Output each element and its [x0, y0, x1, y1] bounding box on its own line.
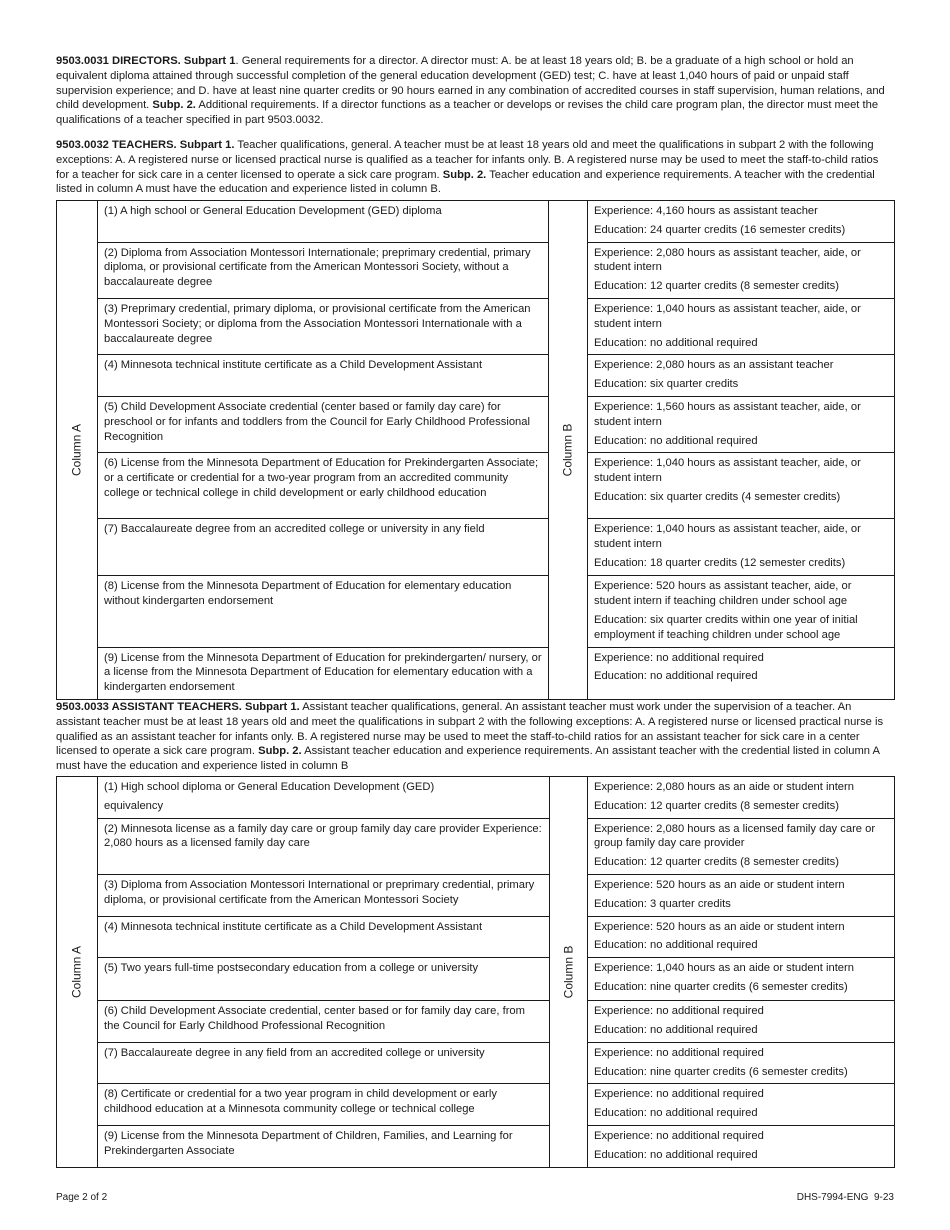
- assistant-education-text: Education: nine quarter credits (6 semester credits): [594, 980, 848, 993]
- teacher-credential-cell: [98, 355, 549, 397]
- assistant-education-text: Education: no additional required: [594, 939, 758, 952]
- assistant-row: [57, 958, 895, 1001]
- teacher-credential-text: (6) License from the Minnesota Department of Education for Prekindergarten Associate; or a certificate or credential for a two-year program from an accredited community college or technical college in child development or early childhood education: [104, 457, 539, 499]
- assistant-credential-cell: [98, 1084, 550, 1126]
- teacher-requirements-cell: [588, 396, 895, 452]
- assistant-experience-text: Experience: no additional required: [594, 1005, 764, 1018]
- teacher-requirements-cell: [588, 647, 895, 699]
- assistant-row: [57, 874, 895, 916]
- assistant-row: [57, 1125, 895, 1167]
- assistant-requirements-cell: [588, 874, 895, 916]
- teacher-row: [57, 201, 895, 243]
- teacher-education-text: Education: 24 quarter credits (16 semester credits): [594, 223, 846, 236]
- teacher-credential-cell: [98, 576, 549, 647]
- assistant-education-text: Education: 12 quarter credits (8 semester credits): [594, 799, 839, 812]
- teacher-experience-text: Experience: 1,040 hours as assistant teacher, aide, or student intern: [594, 302, 861, 330]
- teachers-subp2-label: Subp. 2.: [442, 168, 487, 181]
- teachers-subp2-text: Teacher education and experience requirements. A teacher with the credential listed in column A must have the education and experience listed in column B.: [56, 168, 875, 196]
- teacher-credential-cell: [98, 242, 549, 298]
- assistant-row: [57, 1001, 895, 1043]
- assistant-teachers-subp2-text: Assistant teacher education and experience requirements. An assistant teacher with the credential listed in column A must have the education and experience listed in column B: [56, 745, 880, 773]
- assistant-credential-text: (7) Baccalaureate degree in any field from an accredited college or university: [104, 1046, 485, 1059]
- assistant-teachers-paragraph: [56, 700, 894, 774]
- teacher-education-text: Education: no additional required: [594, 434, 758, 447]
- teacher-credential-text: (5) Child Development Associate credential (center based or family day care) for preschool or for infants and toddlers from the Council for Early Childhood Professional Recognition: [104, 400, 530, 443]
- teacher-row: [57, 453, 895, 519]
- assistant-column-b-label: Column B: [561, 945, 576, 999]
- teacher-experience-text: Experience: 1,560 hours as assistant teacher, aide, or student intern: [594, 400, 861, 428]
- teacher-row: [57, 298, 895, 354]
- teacher-credential-cell: [98, 647, 549, 699]
- assistant-experience-text: Experience: 2,080 hours as a licensed family day care or group family day care provider: [594, 822, 876, 850]
- teacher-column-a-header: [57, 201, 98, 700]
- assistant-requirements-cell: [588, 1001, 895, 1043]
- teacher-requirements-cell: [588, 576, 895, 647]
- teacher-education-text: Education: six quarter credits within one year of initial employment if teaching children under school age: [594, 613, 858, 641]
- teacher-education-text: Education: six quarter credits (4 semester credits): [594, 490, 841, 503]
- assistant-credential-text: (1) High school diploma or General Education Development (GED): [104, 781, 435, 793]
- teachers-text: Teacher qualifications, general. A teacher must be at least 18 years old and meet the qualifications in subpart 2 with the following exceptions: A. A registered nurse or licensed practical nurse is qualified as a teacher for infants only. B. A registered nurse may be used to meet the staff-to-child ratios for a teacher for sick care in a center licensed to operate a sick care program.: [56, 139, 879, 181]
- teacher-requirements-cell: [588, 298, 895, 354]
- assistant-experience-text: Experience: 520 hours as an aide or student intern: [594, 878, 845, 891]
- teacher-experience-text: Experience: 2,080 hours as an assistant teacher: [594, 359, 834, 372]
- assistant-credential-text-continued: equivalency: [104, 799, 164, 812]
- assistant-column-a-header: [57, 777, 98, 1168]
- teacher-credential-text: (4) Minnesota technical institute certificate as a Child Development Assistant: [104, 359, 483, 372]
- teachers-heading: 9503.0032 TEACHERS. Subpart 1.: [56, 139, 235, 151]
- assistant-credential-cell: [98, 1001, 550, 1043]
- assistant-teachers-subp2-label: Subp. 2.: [258, 745, 302, 758]
- teacher-credential-text: (2) Diploma from Association Montessori Internationale; preprimary credential, primary diploma, or provisional certificate from the American Montessori Society, without a baccalaureate degree: [104, 246, 531, 289]
- assistant-experience-text: Experience: no additional required: [594, 1046, 764, 1059]
- assistant-credential-cell: [98, 958, 550, 1001]
- assistant-education-text: Education: no additional required: [594, 1023, 758, 1036]
- teachers-paragraph: [56, 138, 894, 197]
- assistant-row: [57, 1084, 895, 1126]
- teacher-experience-text: Experience: no additional required: [594, 651, 764, 664]
- assistant-row: [57, 818, 895, 874]
- teacher-column-b-label: Column B: [560, 423, 575, 477]
- teacher-experience-text: Experience: 1,040 hours as assistant teacher, aide, or student intern: [594, 523, 861, 551]
- assistant-row: [57, 777, 895, 819]
- teacher-education-text: Education: no additional required: [594, 670, 758, 683]
- teacher-row: [57, 647, 895, 699]
- assistant-experience-text: Experience: no additional required: [594, 1129, 764, 1142]
- assistant-credential-cell: [98, 916, 550, 958]
- directors-subp2-label: Subp. 2.: [152, 99, 196, 112]
- teacher-credential-text: (8) License from the Minnesota Department of Education for elementary education without kindergarten endorsement: [104, 580, 512, 608]
- teacher-row: [57, 396, 895, 452]
- teacher-row: [57, 355, 895, 397]
- teacher-credential-text: (1) A high school or General Education Development (GED) diploma: [104, 205, 442, 217]
- teacher-requirements-cell: [588, 201, 895, 243]
- teacher-row: [57, 576, 895, 647]
- assistant-education-text: Education: no additional required: [594, 1107, 758, 1120]
- assistant-experience-text: Experience: no additional required: [594, 1088, 764, 1101]
- assistant-credential-cell: [98, 874, 550, 916]
- page-number: Page 2 of 2: [56, 1192, 108, 1203]
- teacher-row: [57, 519, 895, 576]
- assistant-credential-cell: [98, 1042, 550, 1084]
- teacher-education-text: Education: 12 quarter credits (8 semester credits): [594, 280, 839, 293]
- directors-subp2-text: Additional requirements. If a director functions as a teacher or develops or revises the child care program plan, the director must meet the qualifications of a teacher specified in part 9503.0032.: [56, 99, 879, 127]
- teacher-experience-text: Experience: 520 hours as assistant teacher, aide, or student intern if teaching children under school age: [594, 580, 852, 608]
- assistant-row: [57, 916, 895, 958]
- assistant-education-text: Education: 12 quarter credits (8 semester credits): [594, 856, 839, 869]
- assistant-experience-text: Experience: 2,080 hours as an aide or student intern: [594, 781, 854, 793]
- assistant-teacher-qualifications-table: [56, 776, 895, 1168]
- assistant-credential-text: (4) Minnesota technical institute certificate as a Child Development Assistant: [104, 920, 483, 933]
- assistant-experience-text: Experience: 520 hours as an aide or student intern: [594, 920, 845, 933]
- assistant-credential-cell: [98, 777, 550, 819]
- assistant-requirements-cell: [588, 1084, 895, 1126]
- assistant-column-b-header: [550, 777, 588, 1168]
- directors-paragraph: [56, 54, 894, 128]
- assistant-requirements-cell: [588, 916, 895, 958]
- assistant-credential-text: (5) Two years full-time postsecondary education from a college or university: [104, 962, 479, 975]
- teacher-credential-cell: [98, 453, 549, 519]
- teacher-column-a-label: Column A: [69, 423, 84, 476]
- teacher-experience-text: Experience: 4,160 hours as assistant teacher: [594, 205, 818, 217]
- directors-text: . General requirements for a director. A director must: A. be at least 18 years old; B. be a graduate of a high school or hold an equivalent diploma attained through successful completion of the general education development (GED) test; C. have at least 1,040 hours of paid or unpaid staff supervision experience; and D. have at least nine quarter credits or 90 hours earned in any combination of accredited courses in staff supervision, human relations, and child development.: [56, 55, 885, 112]
- teacher-education-text: Education: 18 quarter credits (12 semester credits): [594, 556, 846, 569]
- assistant-teachers-heading: 9503.0033 ASSISTANT TEACHERS. Subpart 1.: [56, 701, 300, 713]
- assistant-credential-cell: [98, 818, 550, 874]
- teacher-credential-text: (7) Baccalaureate degree from an accredited college or university in any field: [104, 523, 485, 536]
- assistant-requirements-cell: [588, 777, 895, 819]
- assistant-education-text: Education: 3 quarter credits: [594, 897, 731, 910]
- teacher-requirements-cell: [588, 519, 895, 576]
- teacher-requirements-cell: [588, 355, 895, 397]
- assistant-education-text: Education: no additional required: [594, 1148, 758, 1161]
- assistant-credential-text: (3) Diploma from Association Montessori International or preprimary credential, primary diploma, or provisional certificate from the American Montessori Society: [104, 878, 535, 906]
- assistant-column-a-label: Column A: [69, 945, 84, 998]
- teacher-credential-cell: [98, 396, 549, 452]
- teacher-education-text: Education: no additional required: [594, 336, 758, 349]
- assistant-teachers-text: Assistant teacher qualifications, general. An assistant teacher must work under the supervision of a teacher. An assistant teacher must be at least 18 years old and meet the qualifications in subpart 2 with the following exceptions: A. A registered nurse or licensed practical nurse is qualified as an assistant teacher for infants only. B. A registered nurse may be used to meet the staff-to-child ratios for an assistant teacher for sick care in a center licensed to operate a sick care program.: [56, 701, 884, 758]
- assistant-credential-text: (9) License from the Minnesota Department of Children, Families, and Learning for Prekindergarten Associate: [104, 1129, 513, 1157]
- assistant-credential-text: (8) Certificate or credential for a two year program in child development or early childhood education at a Minnesota community college or technical college: [104, 1088, 497, 1116]
- assistant-credential-cell: [98, 1125, 550, 1167]
- assistant-education-text: Education: nine quarter credits (6 semester credits): [594, 1065, 848, 1078]
- assistant-requirements-cell: [588, 1042, 895, 1084]
- teacher-credential-text: (3) Preprimary credential, primary diploma, or provisional certificate from the American Montessori Society; or diploma from the Association Montessori Internationale with a baccalaureate degree: [104, 302, 531, 345]
- teacher-column-b-header: [549, 201, 588, 700]
- teacher-row: [57, 242, 895, 298]
- teacher-education-text: Education: six quarter credits: [594, 378, 739, 391]
- teacher-credential-text: (9) License from the Minnesota Department of Education for prekindergarten/ nursery, or a license from the Minnesota Department of Education for elementary education with a kindergarten endorsement: [104, 651, 542, 694]
- assistant-requirements-cell: [588, 818, 895, 874]
- assistant-requirements-cell: [588, 1125, 895, 1167]
- assistant-credential-text: (2) Minnesota license as a family day care or group family day care provider Experience: 2,080 hours as a licensed family day care: [104, 822, 542, 850]
- assistant-experience-text: Experience: 1,040 hours as an aide or student intern: [594, 962, 854, 975]
- assistant-credential-text: (6) Child Development Associate credential, center based or for family day care, from the Council for Early Childhood Professional Recognition: [104, 1005, 525, 1032]
- teacher-experience-text: Experience: 1,040 hours as assistant teacher, aide, or student intern: [594, 457, 861, 485]
- teacher-credential-cell: [98, 519, 549, 576]
- teacher-requirements-cell: [588, 453, 895, 519]
- assistant-requirements-cell: [588, 958, 895, 1001]
- teacher-credential-cell: [98, 298, 549, 354]
- form-id: DHS-7994-ENG 9-23: [796, 1192, 894, 1203]
- assistant-row: [57, 1042, 895, 1084]
- teacher-requirements-cell: [588, 242, 895, 298]
- teacher-credential-cell: [98, 201, 549, 243]
- directors-heading: 9503.0031 DIRECTORS. Subpart 1: [56, 55, 236, 67]
- teacher-qualifications-table: [56, 200, 895, 700]
- teacher-experience-text: Experience: 2,080 hours as assistant teacher, aide, or student intern: [594, 246, 861, 274]
